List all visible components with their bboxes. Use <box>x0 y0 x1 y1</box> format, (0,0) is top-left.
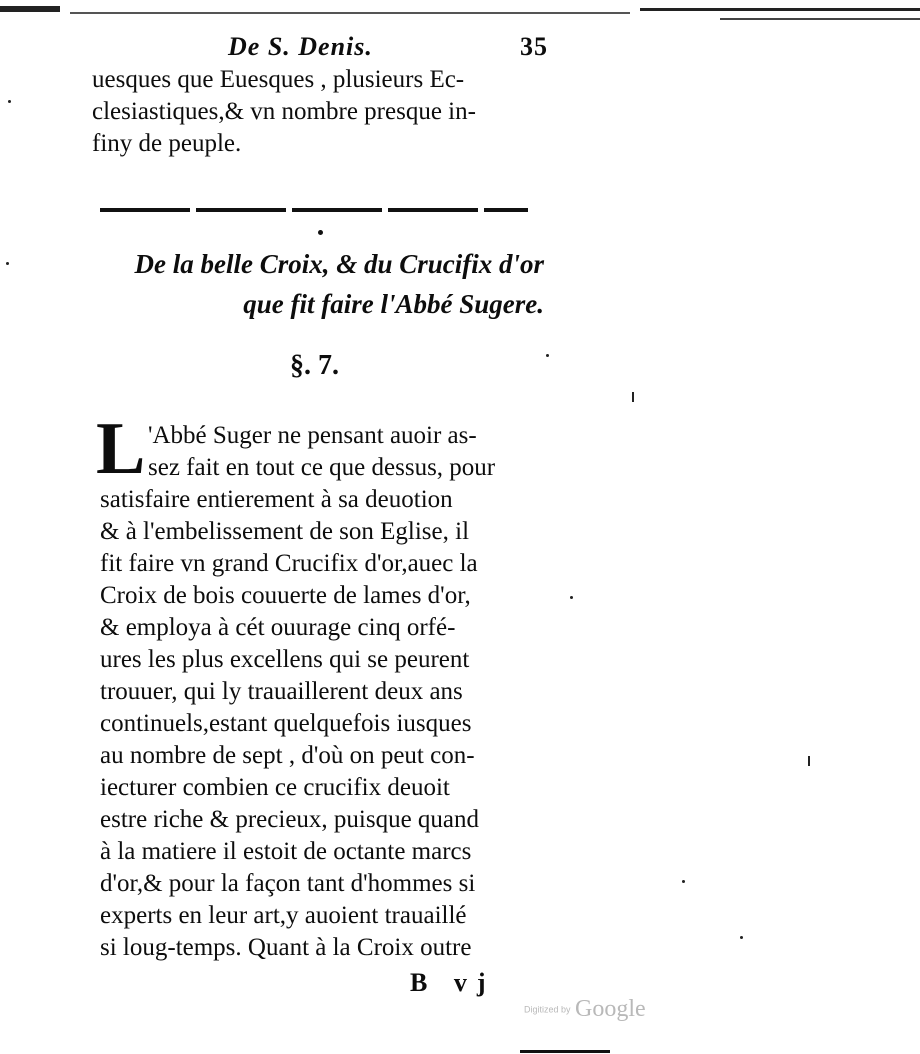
page-top-edge <box>0 0 920 36</box>
scan-speck <box>740 936 743 939</box>
text-line: d'or,& pour la façon tant d'hommes si <box>100 870 476 897</box>
watermark-prefix: Digitized by <box>524 1004 571 1015</box>
scan-speck <box>682 880 685 883</box>
section-title-line: que fit faire l'Abbé Sugere. <box>243 289 544 319</box>
scan-speck <box>570 596 573 599</box>
text-line: ures les plus excellens qui se peurent <box>100 646 470 673</box>
page-bottom-edge <box>520 1050 610 1053</box>
text-line: au nombre de sept , d'où on peut con- <box>100 742 475 769</box>
scan-speck <box>546 354 549 357</box>
scan-speck <box>632 392 634 402</box>
section-title <box>94 244 544 324</box>
main-paragraph <box>100 420 560 964</box>
running-head-title: De S. Denis. <box>228 32 373 61</box>
signature-mark: B vj <box>410 968 496 997</box>
text-line: uesques que Euesques , plusieurs Ec- <box>92 66 465 93</box>
text-line: & à l'embelissement de son Eglise, il <box>100 518 470 545</box>
scan-speck <box>8 100 11 103</box>
text-line: estre riche & precieux, puisque quand <box>100 806 480 833</box>
text-line: fit faire vn grand Crucifix d'or,auec la <box>100 550 478 577</box>
section-divider-rule <box>100 208 528 212</box>
text-line: & employa à cét ouurage cinq orfé- <box>100 614 456 641</box>
text-line: Croix de bois couuerte de lames d'or, <box>100 582 471 609</box>
digitized-watermark <box>524 996 646 1023</box>
watermark-brand: Google <box>574 996 646 1022</box>
text-line: 'Abbé Suger ne pensant auoir as- <box>148 422 477 449</box>
scan-speck <box>6 262 9 265</box>
text-line: iecturer combien ce crucifix deuoit <box>100 774 450 801</box>
text-line: finy de peuple. <box>92 130 242 157</box>
text-line: à la matiere il estoit de octante marcs <box>100 838 472 865</box>
continuation-text <box>92 64 552 160</box>
text-line: continuels,estant quelquefois iusques <box>100 710 472 737</box>
text-line: experts en leur art,y auoient trauaillé <box>100 902 467 929</box>
text-line: sez fait en tout ce que dessus, pour <box>148 454 496 481</box>
section-title-line: De la belle Croix, & du Crucifix d'or <box>134 249 544 279</box>
section-number: §. 7. <box>290 350 339 381</box>
drop-cap: L <box>96 408 146 490</box>
text-line: trouuer, qui ly trauaillerent deux ans <box>100 678 463 705</box>
page-number: 35 <box>520 32 548 61</box>
text-line: si loug-temps. Quant à la Croix outre <box>100 934 472 961</box>
ornament-dot <box>318 230 323 235</box>
scan-speck <box>808 756 810 766</box>
text-line: clesiastiques,& vn nombre presque in- <box>92 98 476 125</box>
text-line: satisfaire entierement à sa deuotion <box>100 486 453 513</box>
